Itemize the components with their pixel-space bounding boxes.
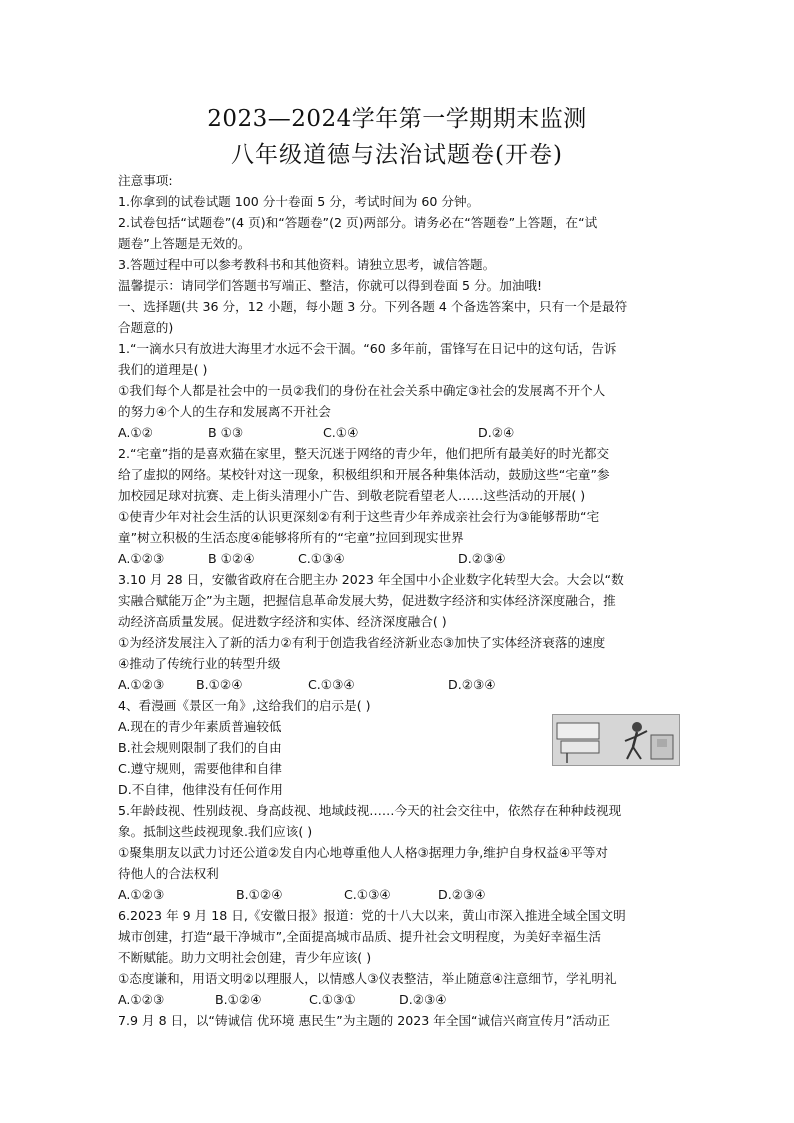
q1-choices-1: ①我们每个人都是社会中的一员②我们的身份在社会关系中确定③社会的发展离不开个人 [118, 383, 606, 398]
q5-option-a: A.①②③ [118, 887, 165, 902]
q3-option-d: D.②③④ [448, 677, 496, 692]
q4-option-a: A.现在的青少年素质普遍较低 [118, 719, 282, 734]
q1-stem-1: 1.“一滴水只有放进大海里才水远不会干涸。“60 多年前，雷锋写在日记中的这句话，告诉 [118, 341, 617, 356]
q2-option-c: C.①③④ [298, 551, 345, 566]
q1-option-c: C.①④ [323, 425, 359, 440]
note-2-line-2: 题卷”上答题是无效的。 [118, 236, 251, 251]
q2-stem-1: 2.“宅童”指的是喜欢猫在家里，整天沉迷于网络的青少年，他们把所有最美好的时光都交 [118, 446, 610, 461]
q2-choices-2: 童”树立积极的生活态度④能够将所有的“宅童”拉回到现实世界 [118, 530, 464, 545]
q3-option-c: C.①③④ [308, 677, 355, 692]
q4-option-d: D.不自律，他律没有任何作用 [118, 782, 283, 797]
exam-body [118, 170, 678, 1031]
note-1: 1.你拿到的试卷试题 100 分十卷面 5 分，考试时间为 60 分钟。 [118, 194, 480, 209]
q1-choices-2: 的努力④个人的生存和发展离不开社会 [118, 404, 331, 419]
q4-option-c: C.遵守规则，需要他律和自律 [118, 761, 282, 776]
notes-heading: 注意事项: [118, 173, 173, 188]
q2-option-d: D.②③④ [458, 551, 506, 566]
q3-options [118, 674, 678, 695]
q3-choices-1: ①为经济发展注入了新的活力②有利于创造我省经济新业态③加快了实体经济衰落的速度 [118, 635, 606, 650]
q6-option-c: C.①③① [309, 992, 356, 1007]
q5-choices-1: ①聚集朋友以武力讨还公道②发自内心地尊重他人人格③据理力争,维护自身权益④平等对 [118, 845, 608, 860]
q1-options [118, 422, 678, 443]
q6-option-d: D.②③④ [399, 992, 447, 1007]
note-2-line-1: 2.试卷包括“试题卷”(4 页)和“答题卷”(2 页)两部分。请务必在“答题卷”上答题，在“试 [118, 215, 598, 230]
q5-option-b: B.①②④ [236, 887, 283, 902]
q7-stem-1: 7.9 月 8 日，以“铸诚信 优环境 惠民生”为主题的 2023 年全国“诚信兴商宣传月”活动正 [118, 1013, 611, 1028]
q6-stem-2: 城市创建，打造“最干净城市”,全面提高城市品质、提升社会文明程度，为美好幸福生活 [118, 929, 602, 944]
q1-option-d: D.②④ [478, 425, 515, 440]
q1-stem-2: 我们的道理是( ) [118, 362, 208, 377]
q1-option-b: B ①③ [208, 425, 244, 440]
q6-stem-3: 不断赋能。助力文明社会创建，青少年应该( ) [118, 950, 372, 965]
q5-options [118, 884, 678, 905]
q3-option-a: A.①②③ [118, 677, 165, 692]
cartoon-image [552, 714, 680, 766]
q5-stem-1: 5.年龄歧视、性别歧视、身高歧视、地域歧视……今天的社会交往中，依然存在种种歧视现 [118, 803, 622, 818]
q6-stem-1: 6.2023 年 9 月 18 日,《安徽日报》报道：党的十八大以来，黄山市深入推进全域全国文明 [118, 908, 626, 923]
q6-options [118, 989, 678, 1010]
cartoon-illustration [553, 715, 679, 765]
q2-option-b: B ①②④ [208, 551, 255, 566]
exam-title: 2023—2024学年第一学期期末监测 [207, 106, 587, 132]
tip: 温馨提示：请同学们答题书写端正、整洁，你就可以得到卷面 5 分。加油哦! [118, 278, 543, 293]
q5-option-c: C.①③④ [344, 887, 391, 902]
q3-choices-2: ④推动了传统行业的转型升级 [118, 656, 281, 671]
q6-option-a: A.①②③ [118, 992, 165, 1007]
note-3: 3.答题过程中可以参考教科书和其他资料。请独立思考，诚信答题。 [118, 257, 496, 272]
q6-choices-1: ①态度谦和，用语文明②以理服人，以情感人③仪表整洁，举止随意④注意细节，学礼明礼 [118, 971, 617, 986]
q2-stem-2: 给了虚拟的网络。某校针对这一现象，积极组织和开展各种集体活动，鼓励这些“宅童”参 [118, 467, 610, 482]
q1-option-a: A.①② [118, 425, 153, 440]
q3-option-b: B.①②④ [196, 677, 243, 692]
q2-stem-3: 加校园足球对抗赛、走上街头清理小广告、到敬老院看望老人……这些活动的开展( ) [118, 488, 586, 503]
section-heading-1: 一、选择题(共 36 分，12 小题，每小题 3 分。下列各题 4 个备选答案中，只有一个是最符 [118, 299, 628, 314]
q2-choices-1: ①使青少年对社会生活的认识更深刻②有利于这些青少年养成亲社会行为③能够帮助“宅 [118, 509, 600, 524]
q2-option-a: A.①②③ [118, 551, 165, 566]
q6-option-b: B.①②④ [215, 992, 262, 1007]
q2-options [118, 548, 678, 569]
q3-stem-2: 实融合赋能万企”为主题，把握信息革命发展大势，促进数字经济和实体经济深度融合，推 [118, 593, 616, 608]
q4-stem: 4、看漫画《景区一角》,这给我们的启示是( ) [118, 698, 371, 713]
q3-stem-3: 动经济高质量发展。促进数字经济和实体、经济深度融合( ) [118, 614, 447, 629]
q3-stem-1: 3.10 月 28 日，安徽省政府在合肥主办 2023 年全国中小企业数字化转型大会。大会以“数 [118, 572, 624, 587]
exam-subtitle: 八年级道德与法治试题卷(开卷) [231, 142, 563, 168]
q5-choices-2: 待他人的合法权利 [118, 866, 219, 881]
section-heading-2: 合题意的) [118, 320, 174, 335]
q4-option-b: B.社会规则限制了我们的自由 [118, 740, 282, 755]
q5-stem-2: 象。抵制这些歧视现象.我们应该( ) [118, 824, 313, 839]
q5-option-d: D.②③④ [438, 887, 486, 902]
